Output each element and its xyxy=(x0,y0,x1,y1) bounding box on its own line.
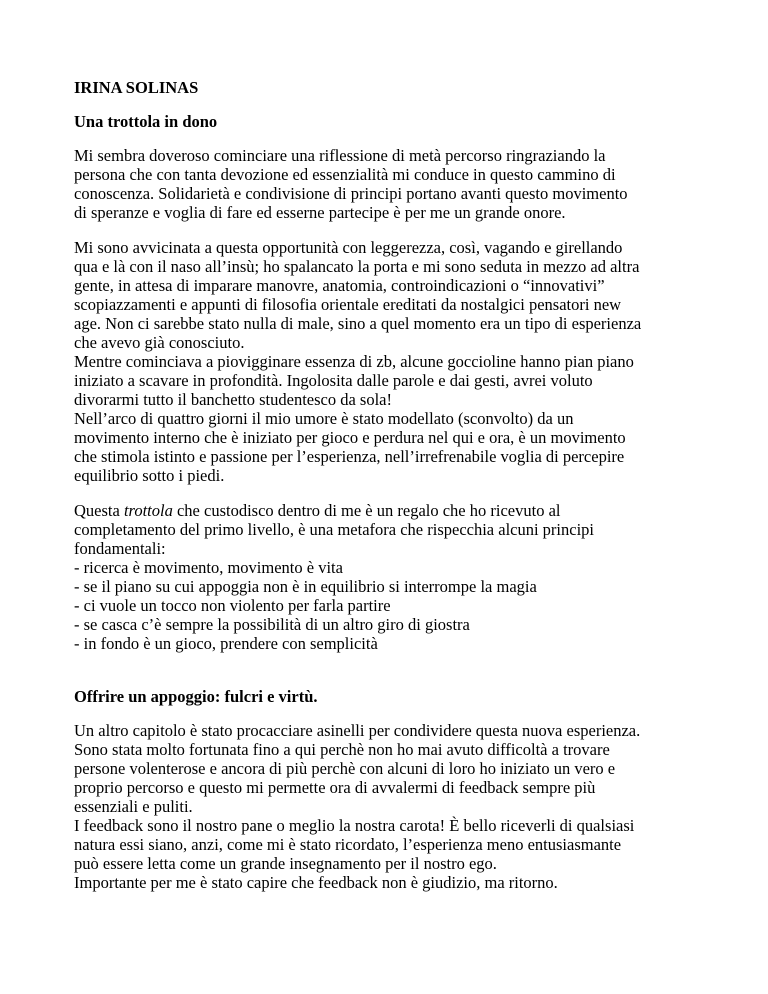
text-line: Mi sono avvicinata a questa opportunità con leggerezza, così, vagando e girellando xyxy=(74,238,623,257)
section-title-appoggio: Offrire un appoggio: fulcri e virtù. xyxy=(74,687,318,706)
text-fragment: che custodisco dentro di me è un regalo che ho ricevuto al xyxy=(172,501,561,520)
text-line: divorarmi tutto il banchetto studentesco da sola! xyxy=(74,390,393,409)
text-line: conoscenza. Solidarietà e condivisione di principi portano avanti questo movimento xyxy=(74,184,628,203)
text-line: può essere letta come un grande insegnamento per il nostro ego. xyxy=(74,854,497,873)
text-line: Nell’arco di quattro giorni il mio umore è stato modellato (sconvolto) da un xyxy=(74,409,574,428)
text-line: essenziali e puliti. xyxy=(74,797,193,816)
spacer xyxy=(74,669,714,687)
text-line: Mentre cominciava a piovigginare essenza di zb, alcune goccioline hanno pian piano xyxy=(74,352,634,371)
paragraph-trottola xyxy=(74,501,714,653)
italic-word: trottola xyxy=(123,501,173,520)
text-line: fondamentali: xyxy=(74,539,166,558)
text-line: che avevo già conosciuto. xyxy=(74,333,245,352)
text-line: proprio percorso e questo mi permette ora di avvalermi di feedback sempre più xyxy=(74,778,596,797)
text-line: Importante per me è stato capire che feedback non è giudizio, ma ritorno. xyxy=(74,873,558,892)
text-line xyxy=(74,501,714,520)
list-item: - se il piano su cui appoggia non è in equilibrio si interrompe la magia xyxy=(74,577,537,596)
text-line: iniziato a scavare in profondità. Ingolosita dalle parole e dai gesti, avrei voluto xyxy=(74,371,593,390)
list-item: - ricerca è movimento, movimento è vita xyxy=(74,558,343,577)
text-line: di speranze e voglia di fare ed esserne partecipe è per me un grande onore. xyxy=(74,203,566,222)
text-line: equilibrio sotto i piedi. xyxy=(74,466,225,485)
text-line: I feedback sono il nostro pane o meglio la nostra carota! È bello riceverli di qualsiasi xyxy=(74,816,635,835)
list-item: - se casca c’è sempre la possibilità di un altro giro di giostra xyxy=(74,615,470,634)
text-line: scopiazzamenti e appunti di filosofia orientale ereditati da nostalgici pensatori new xyxy=(74,295,622,314)
text-line: Sono stata molto fortunata fino a qui perchè non ho mai avuto difficoltà a trovare xyxy=(74,740,610,759)
text-line: Mi sembra doveroso cominciare una riflessione di metà percorso ringraziando la xyxy=(74,146,606,165)
author-name: IRINA SOLINAS xyxy=(74,78,199,97)
text-line: persone volenterose e ancora di più perchè con alcuni di loro ho iniziato un vero e xyxy=(74,759,616,778)
text-line: natura essi siano, anzi, come mi è stato ricordato, l’esperienza meno entusiasmante xyxy=(74,835,622,854)
paragraph-intro xyxy=(74,146,714,222)
section-title-trottola: Una trottola in dono xyxy=(74,112,218,131)
text-line: completamento del primo livello, è una metafora che rispecchia alcuni principi xyxy=(74,520,595,539)
text-line: age. Non ci sarebbe stato nulla di male, sino a quel momento era un tipo di esperienza xyxy=(74,314,642,333)
list-item: - in fondo è un gioco, prendere con semplicità xyxy=(74,634,378,653)
text-line: che stimola istinto e passione per l’esperienza, nell’irrefrenabile voglia di percepire xyxy=(74,447,625,466)
text-line: movimento interno che è iniziato per gioco e perdura nel qui e ora, è un movimento xyxy=(74,428,626,447)
paragraph-approach xyxy=(74,238,714,485)
text-line: Un altro capitolo è stato procacciare asinelli per condividere questa nuova esperienza. xyxy=(74,721,641,740)
text-line: qua e là con il naso all’insù; ho spalancato la porta e mi sono seduta in mezzo ad altra xyxy=(74,257,640,276)
text-fragment: Questa xyxy=(74,501,124,520)
paragraph-feedback xyxy=(74,721,714,892)
document-page xyxy=(74,78,714,908)
text-line: persona che con tanta devozione ed essenzialità mi conduce in questo cammino di xyxy=(74,165,616,184)
list-item: - ci vuole un tocco non violento per farla partire xyxy=(74,596,391,615)
text-line: gente, in attesa di imparare manovre, anatomia, controindicazioni o “innovativi” xyxy=(74,276,605,295)
